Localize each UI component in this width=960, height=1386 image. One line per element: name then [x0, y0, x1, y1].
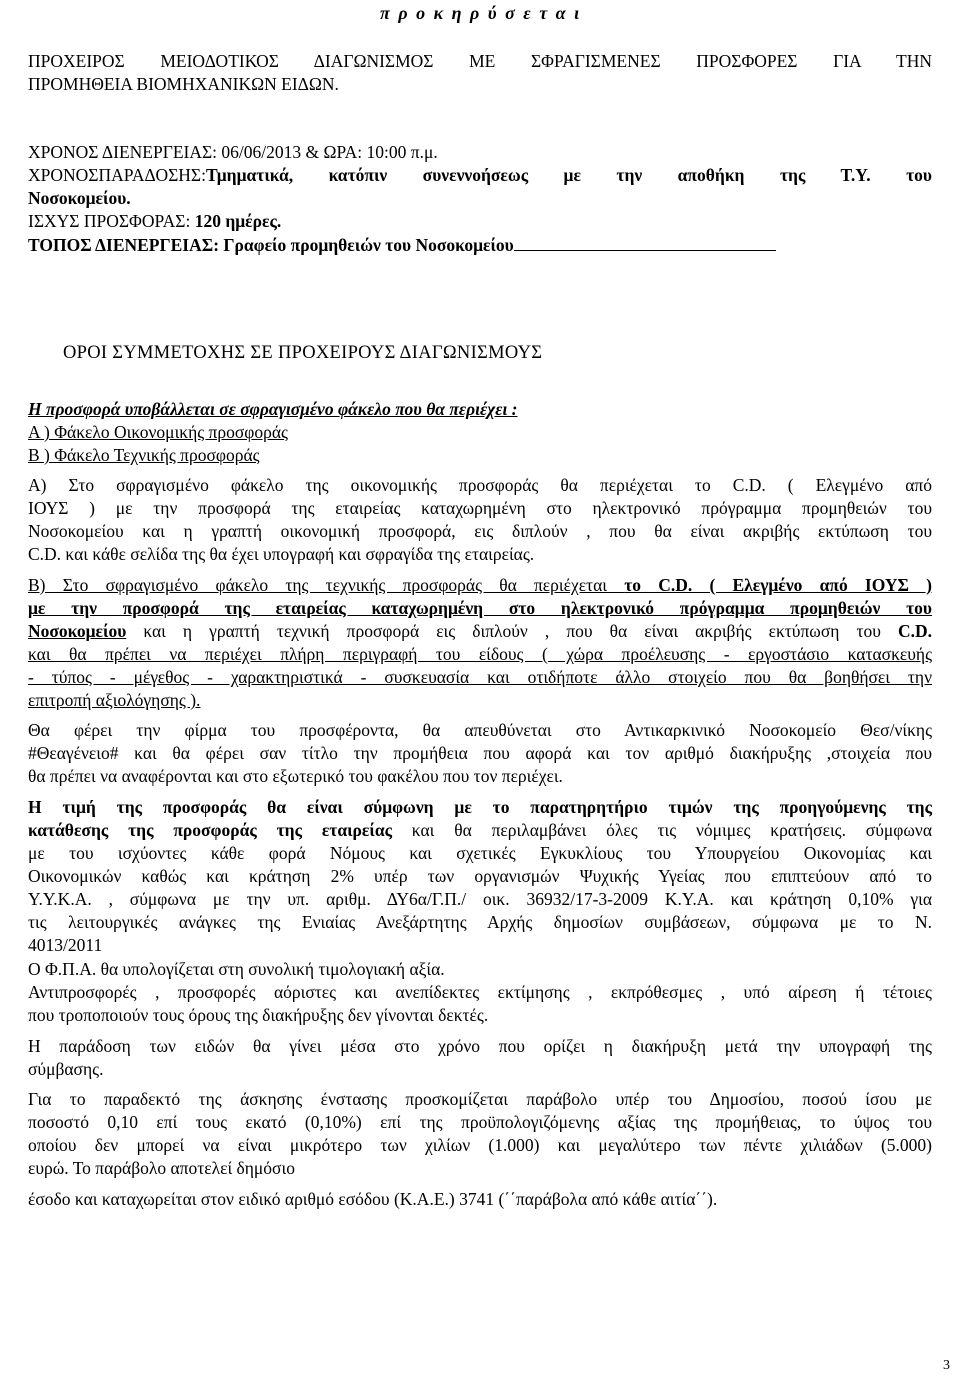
para-line-25: σύμβασης. — [28, 1059, 104, 1079]
technical-envelope-cd: το C.D. ( Ελεγμένο από ΙΟΥΣ ) — [624, 575, 932, 595]
para-line-13: θα πρέπει να αναφέρονται και στο εξωτερικό του φακέλου που τον περιέχει. — [28, 766, 563, 786]
terms-section-title: ΟΡΟΙ ΣΥΜΜΕΤΟΧΗΣ ΣΕ ΠΡΟΧΕΙΡΟΥΣ ΔΙΑΓΩΝΙΣΜΟΥΣ — [63, 343, 543, 363]
tender-title-line-2: ΠΡΟΜΗΘΕΙΑ ΒΙΟΜΗΧΑΝΙΚΩΝ ΕΙΔΩΝ. — [28, 74, 339, 94]
para-line-5 — [28, 574, 932, 596]
delivery-label: ΧΡΟΝΟΣΠΑΡΑΔΟΣΗΣ: — [28, 165, 206, 185]
terms-intro: Η προσφορά υποβάλλεται σε σφραγισμένο φάκελο που θα περιέχει : — [28, 399, 518, 419]
place-text: ΤΟΠΟΣ ΔΙΕΝΕΡΓΕΙΑΣ: Γραφείο προμηθειών του Νοσοκομείου — [28, 235, 514, 255]
announcement-title: π ρ ο κ η ρ ύ σ ε τ α ι — [380, 3, 582, 23]
para-line-22: Αντιπροσφορές , προσφορές αόριστες και ανεπίδεκτες εκτίμησης , εκπρόθεσμες , υπό αίρεση ή τέτοιες — [28, 982, 932, 1002]
legal-deductions-text: και θα περιλαμβάνει όλες τις νόμιμες κρατήσεις. σύμφωνα — [391, 820, 932, 840]
para-line-16: με του ισχύοντες κάθε φορά Νόμους και σχετικές Εγκυκλίους του Υπουργείου Οικονομίας και — [28, 843, 932, 863]
para-line-26: Για το παραδεκτό της άσκησης ένστασης προσκομίζεται παράβολο υπέρ του Δημοσίου, ποσού ίσου με — [28, 1089, 932, 1109]
para-line-19: τις λειτουργικές ανάγκες της Ενιαίας Ανεξάρτητης Αρχής δημοσίων συμβάσεων, σύμφωνα με το Ν. — [28, 912, 932, 932]
para-line-4: C.D. και κάθε σελίδα της θα έχει υπογραφή και σφραγίδα της εταιρείας. — [28, 544, 535, 564]
para-line-10: επιτροπή αξιολόγησης ). — [28, 690, 201, 710]
para-line-30: έσοδο και καταχωρείται στον ειδικό αριθμό εσόδου (Κ.Α.Ε.) 3741 (΄΄παράβολα από κάθε αιτία΄΄). — [28, 1189, 718, 1209]
page-number: 3 — [943, 1358, 950, 1373]
terms-item-b: Β ) Φάκελο Τεχνικής προσφοράς — [28, 445, 260, 465]
para-line-17: Οικονομικών καθώς και κράτηση 2% υπέρ των οργανισμών Ψυχικής Υγείας που επιπτεύουν από το — [28, 866, 932, 886]
para-line-28: οποίου δεν μπορεί να είναι μικρότερο των χιλίων (1.000) και μεγαλύτερο των πέντε χιλιάδων (5.000) — [28, 1135, 932, 1155]
para-line-7 — [28, 620, 932, 642]
tender-date-time: ΧΡΟΝΟΣ ΔΙΕΝΕΡΓΕΙΑΣ: 06/06/2013 & ΩΡΑ: 10:00 π.μ. — [28, 142, 438, 162]
para-line-12: #Θεαγένειο# και θα φέρει σαν τίτλο την προμήθεια που αφορά και τον αριθμό διακήρυξης ,στοιχεία που — [28, 743, 932, 763]
para-line-29: ευρώ. Το παράβολο αποτελεί δημόσιο — [28, 1158, 295, 1178]
technical-envelope-text: Β) Στο σφραγισμένο φάκελο της τεχνικής προσφοράς θα περιέχεται — [28, 575, 625, 595]
para-line-3: Νοσοκομείου και η γραπτή οικονομική προσφορά, εις διπλούν , που θα είναι ακριβής εκτύπωση του — [28, 521, 932, 541]
para-line-21: Ο Φ.Π.Α. θα υπολογίζεται στη συνολική τιμολογιακή αξία. — [28, 959, 445, 979]
para-line-6: με την προσφορά της εταιρείας καταχωρημένη στο ηλεκτρονικό πρόγραμμα προμηθειών του — [28, 598, 932, 618]
para-line-8: και θα πρέπει να περιέχει πλήρη περιγραφή του είδους ( χώρα προέλευσης - εργοστάσιο κατασκευής — [28, 644, 932, 664]
para-line-15 — [28, 819, 932, 841]
place-underline — [514, 233, 776, 251]
para-line-18: Υ.Υ.Κ.Α. , σύμφωνα με την υπ. αριθμ. ΔΥ6α/Γ.Π./ οικ. 36932/17-3-2009 Κ.Υ.Α. και κράτηση 0,10% για — [28, 889, 932, 909]
para-line-14: Η τιμή της προσφοράς θα είναι σύμφωνη με το παρατηρητήριο τιμών της προηγούμενης της — [28, 797, 932, 817]
terms-item-a: Α ) Φάκελο Οικονομικής προσφοράς — [28, 422, 288, 442]
para-line-23: που τροποποιούν τους όρους της διακήρυξης δεν γίνονται δεκτές. — [28, 1005, 489, 1025]
price-deposit-text: κατάθεσης της προσφοράς της εταιρείας — [28, 820, 392, 840]
tender-place — [28, 233, 776, 256]
hospital-word: Νοσοκομείου — [28, 621, 127, 641]
para-line-20: 4013/2011 — [28, 935, 103, 955]
para-line-11: Θα φέρει την φίρμα του προσφέροντα, θα απευθύνεται στο Αντικαρκινικό Νοσοκομείο Θεσ/νίκης — [28, 720, 932, 740]
tender-validity — [28, 210, 281, 232]
para-line-1: Α) Στο σφραγισμένο φάκελο της οικονομικής προσφοράς θα περιέχεται το C.D. ( Ελεγμένο από — [28, 475, 932, 495]
cd-word: C.D. — [897, 621, 932, 641]
tender-delivery — [28, 164, 932, 186]
validity-label: ΙΣΧΥΣ ΠΡΟΣΦΟΡΑΣ: — [28, 211, 195, 231]
para-line-2: ΙΟΥΣ ) με την προσφορά της εταιρείας καταχωρημένη στο ηλεκτρονικό πρόγραμμα προμηθειών του — [28, 498, 932, 518]
tender-title-line-1: ΠΡΟΧΕΙΡΟΣ ΜΕΙΟΔΟΤΙΚΟΣ ΔΙΑΓΩΝΙΣΜΟΣ ΜΕ ΣΦΡΑΓΙΣΜΕΝΕΣ ΠΡΟΣΦΟΡΕΣ ΓΙΑ ΤΗΝ — [28, 51, 932, 71]
para-line-9: - τύπος - μέγεθος - χαρακτηριστικά - συσκευασία και οτιδήποτε άλλο στοιχείο που θα βοηθήσει την — [28, 667, 932, 687]
validity-value: 120 ημέρες. — [194, 211, 282, 231]
delivery-value: Τμηματικά, κατόπιν συνεννοήσεως με την αποθήκη της Τ.Υ. του — [205, 165, 932, 185]
para-line-27: ποσοστό 0,10 επί τους εκατό (0,10%) επί της προϋπολογιζόμενης αξίας της προμήθειας, το ύψος του — [28, 1112, 932, 1132]
para-line-24: Η παράδοση των ειδών θα γίνει μέσα στο χρόνο που ορίζει η διακήρυξη μετά την υπογραφή της — [28, 1036, 932, 1056]
written-offer-text: και η γραπτή τεχνική προσφορά εις διπλούν , που θα είναι ακριβής εκτύπωση του — [126, 621, 898, 641]
tender-delivery-cont: Νοσοκομείου. — [28, 188, 131, 208]
